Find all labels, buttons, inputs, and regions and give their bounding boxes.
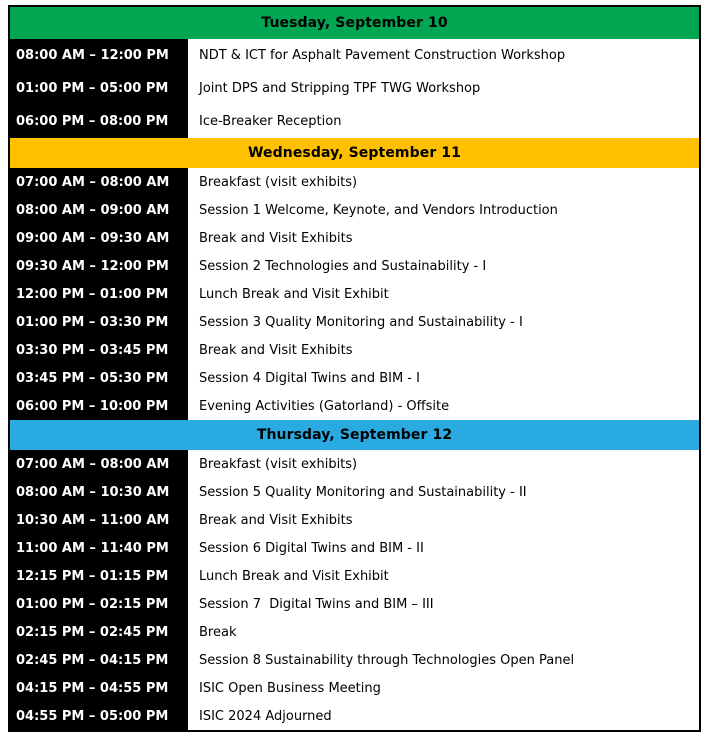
schedule-row	[10, 534, 699, 562]
time-cell: 09:30 AM – 12:00 PM	[10, 252, 188, 280]
event-cell: Joint DPS and Stripping TPF TWG Workshop	[188, 72, 699, 105]
time-cell: 10:30 AM – 11:00 AM	[10, 506, 188, 534]
time-cell: 04:15 PM – 04:55 PM	[10, 674, 188, 702]
schedule-row	[10, 280, 699, 308]
day-header	[10, 7, 699, 39]
time-cell: 06:00 PM – 08:00 PM	[10, 105, 188, 138]
time-cell: 01:00 PM – 02:15 PM	[10, 590, 188, 618]
schedule-row	[10, 618, 699, 646]
event-cell: Session 5 Quality Monitoring and Sustainability - II	[188, 478, 699, 506]
time-cell: 07:00 AM – 08:00 AM	[10, 168, 188, 196]
event-cell: Break and Visit Exhibits	[188, 224, 699, 252]
day-rows	[10, 168, 699, 420]
event-cell: Session 1 Welcome, Keynote, and Vendors Introduction	[188, 196, 699, 224]
schedule-row	[10, 478, 699, 506]
event-cell: Break	[188, 618, 699, 646]
schedule-row	[10, 105, 699, 138]
schedule-row	[10, 224, 699, 252]
time-cell: 02:15 PM – 02:45 PM	[10, 618, 188, 646]
event-cell: Ice-Breaker Reception	[188, 105, 699, 138]
time-cell: 01:00 PM – 05:00 PM	[10, 72, 188, 105]
time-cell: 03:30 PM – 03:45 PM	[10, 336, 188, 364]
schedule-row	[10, 168, 699, 196]
event-cell: Break and Visit Exhibits	[188, 336, 699, 364]
time-cell: 04:55 PM – 05:00 PM	[10, 702, 188, 730]
event-cell: Session 7 Digital Twins and BIM – III	[188, 590, 699, 618]
schedule-row	[10, 702, 699, 730]
time-cell: 07:00 AM – 08:00 AM	[10, 450, 188, 478]
schedule-row	[10, 562, 699, 590]
schedule-row	[10, 308, 699, 336]
event-cell: Evening Activities (Gatorland) - Offsite	[188, 392, 699, 420]
event-cell: Session 4 Digital Twins and BIM - I	[188, 364, 699, 392]
schedule-row	[10, 72, 699, 105]
schedule-row	[10, 590, 699, 618]
day-section-0	[10, 7, 699, 138]
event-cell: Break and Visit Exhibits	[188, 506, 699, 534]
time-cell: 12:15 PM – 01:15 PM	[10, 562, 188, 590]
day-title: Wednesday, September 11	[248, 145, 461, 161]
event-cell: Session 2 Technologies and Sustainability - I	[188, 252, 699, 280]
day-header	[10, 138, 699, 168]
time-cell: 11:00 AM – 11:40 PM	[10, 534, 188, 562]
day-rows	[10, 450, 699, 730]
time-cell: 08:00 AM – 09:00 AM	[10, 196, 188, 224]
event-cell: ISIC Open Business Meeting	[188, 674, 699, 702]
time-cell: 06:00 PM – 10:00 PM	[10, 392, 188, 420]
event-cell: NDT & ICT for Asphalt Pavement Construction Workshop	[188, 39, 699, 72]
schedule-row	[10, 196, 699, 224]
schedule-row	[10, 364, 699, 392]
day-section-1	[10, 138, 699, 420]
event-cell: Breakfast (visit exhibits)	[188, 168, 699, 196]
event-cell: Lunch Break and Visit Exhibit	[188, 280, 699, 308]
time-cell: 08:00 AM – 12:00 PM	[10, 39, 188, 72]
event-cell: ISIC 2024 Adjourned	[188, 702, 699, 730]
time-cell: 09:00 AM – 09:30 AM	[10, 224, 188, 252]
schedule-row	[10, 674, 699, 702]
conference-schedule-table	[8, 5, 701, 732]
schedule-row	[10, 392, 699, 420]
time-cell: 12:00 PM – 01:00 PM	[10, 280, 188, 308]
schedule-row	[10, 450, 699, 478]
schedule-row	[10, 39, 699, 72]
day-header	[10, 420, 699, 450]
schedule-row	[10, 252, 699, 280]
event-cell: Session 3 Quality Monitoring and Sustainability - I	[188, 308, 699, 336]
time-cell: 08:00 AM – 10:30 AM	[10, 478, 188, 506]
schedule-row	[10, 336, 699, 364]
day-title: Tuesday, September 10	[261, 15, 448, 31]
event-cell: Breakfast (visit exhibits)	[188, 450, 699, 478]
event-cell: Session 6 Digital Twins and BIM - II	[188, 534, 699, 562]
event-cell: Session 8 Sustainability through Technologies Open Panel	[188, 646, 699, 674]
day-title: Thursday, September 12	[256, 427, 453, 443]
schedule-row	[10, 506, 699, 534]
day-rows	[10, 39, 699, 138]
time-cell: 02:45 PM – 04:15 PM	[10, 646, 188, 674]
time-cell: 03:45 PM – 05:30 PM	[10, 364, 188, 392]
time-cell: 01:00 PM – 03:30 PM	[10, 308, 188, 336]
schedule-row	[10, 646, 699, 674]
event-cell: Lunch Break and Visit Exhibit	[188, 562, 699, 590]
day-section-2	[10, 420, 699, 730]
